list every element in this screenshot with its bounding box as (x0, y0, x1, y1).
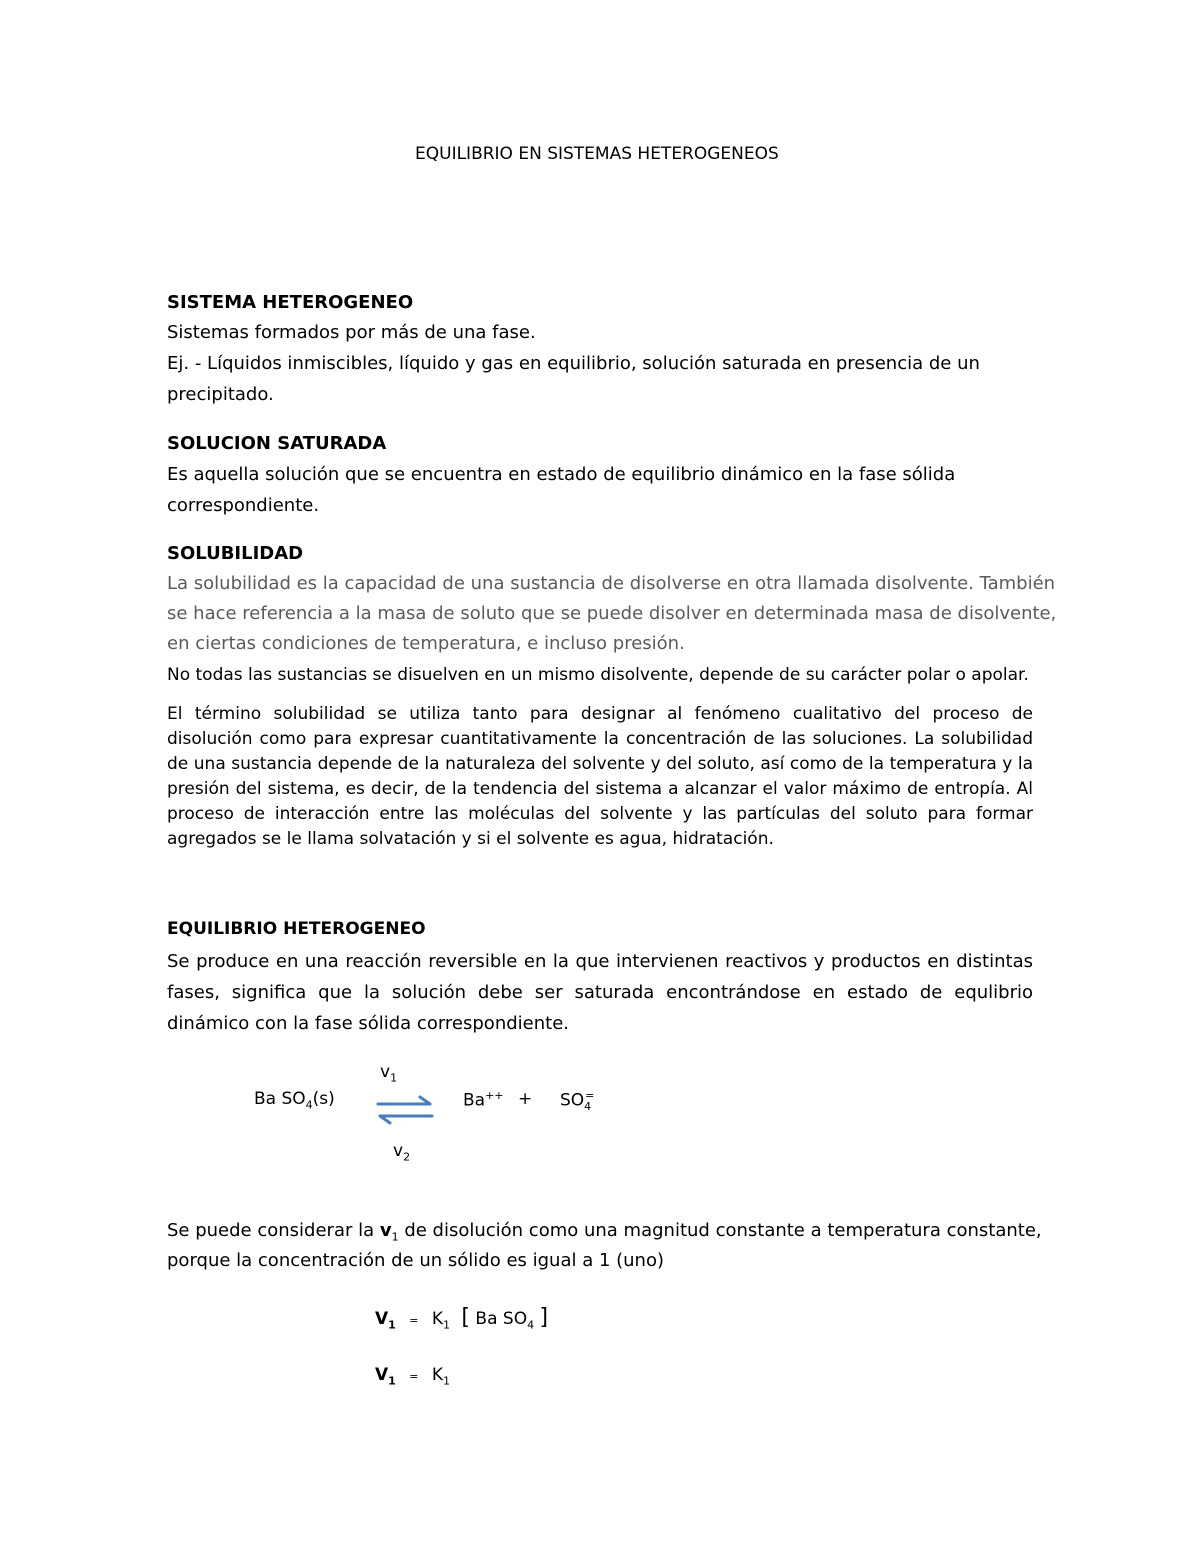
text-line: Se puede considerar la $v_1$ de disolución como una magnitud constante a temperatura constante, (167, 1220, 1042, 1244)
heading-sistema-heterogeneo: SISTEMA HETEROGENEO (167, 292, 414, 313)
text-line: precipitado. (167, 384, 274, 405)
product-ba-ion: Ba++ (463, 1089, 504, 1111)
rate-v2-label: $v_2$ (393, 1141, 411, 1164)
paragraph-solubilidad: El término solubilidad se utiliza tanto para designar al fenómeno cualitativo del proceso de disolución como para expresar cuantitativamente la concentración de las soluciones. La solubilidad de una sustancia depende de la naturaleza del solvente y del soluto, así como de la temperatura y la presión del sistema, es decir, de la tendencia del sistema a alcanzar el valor máximo de entropía. Al proceso de interacción entre las moléculas del solvente y las partículas del soluto para formar agregados se le llama solvatación y si el solvente es agua, hidratación. (167, 704, 1033, 849)
text-line: Sistemas formados por más de una fase. (167, 322, 536, 343)
equilibrium-arrows-icon (374, 1094, 436, 1126)
text-line: correspondiente. (167, 495, 320, 516)
rate-v1-label: $v_1$ (380, 1062, 398, 1085)
heading-solubilidad: SOLUBILIDAD (167, 543, 304, 564)
product-so4-ion: $SO_4^=$ (560, 1089, 595, 1114)
text-line: Es aquella solución que se encuentra en estado de equilibrio dinámico en la fase sólida (167, 464, 956, 485)
text-line: No todas las sustancias se disuelven en un mismo disolvente, depende de su carácter polar o apolar. (167, 665, 1029, 685)
equation-v1-k1-baso4: $V_1 = K_1$ [ Ba $SO_4$ ] (375, 1305, 549, 1332)
heading-solucion-saturada: SOLUCION SATURADA (167, 433, 387, 454)
heading-equilibrio-heterogeneo: EQUILIBRIO HETEROGENEO (167, 919, 426, 939)
page-title: EQUILIBRIO EN SISTEMAS HETEROGENEOS (415, 144, 779, 164)
equation-v1-k1: $V_1 = K_1$ (375, 1365, 451, 1388)
text-line: porque la concentración de un sólido es igual a 1 (uno) (167, 1250, 665, 1271)
text-line-grey: La solubilidad es la capacidad de una sustancia de disolverse en otra llamada disolvente. También (167, 573, 1056, 594)
text-line-grey: en ciertas condiciones de temperatura, e incluso presión. (167, 633, 685, 654)
text-line-grey: se hace referencia a la masa de soluto que se puede disolver en determinada masa de disolvente, (167, 603, 1057, 624)
reactant-baso4: Ba $SO_4(s)$ (254, 1089, 335, 1112)
text-line: Ej. - Líquidos inmiscibles, líquido y gas en equilibrio, solución saturada en presencia de un (167, 353, 980, 374)
plus-sign: + (518, 1089, 533, 1109)
paragraph-equilibrio: Se produce en una reacción reversible en la que intervienen reactivos y productos en distintas fases, significa que la solución debe ser saturada encontrándose en estado de equlibrio dinámico con la fase sólida correspondiente. (167, 951, 1033, 1034)
